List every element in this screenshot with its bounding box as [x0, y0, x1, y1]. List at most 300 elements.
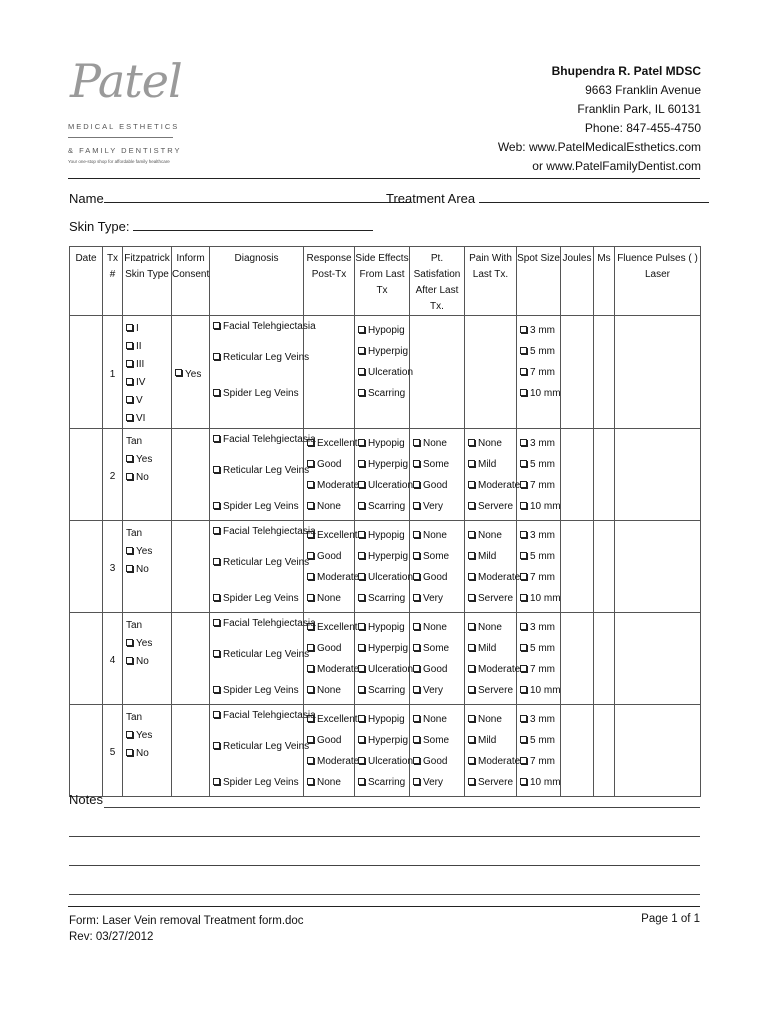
checkbox-icon[interactable] [413, 460, 420, 467]
spot-size-option[interactable] [520, 617, 560, 638]
checkbox-icon[interactable] [358, 736, 365, 743]
checkbox-icon[interactable] [358, 326, 365, 333]
checkbox-icon[interactable] [307, 623, 314, 630]
checkbox-icon[interactable] [126, 749, 133, 756]
ms-cell[interactable] [594, 521, 615, 613]
diagnosis-facial[interactable] [213, 709, 316, 723]
spot-size-option[interactable] [520, 709, 560, 730]
satisfaction-option[interactable] [413, 680, 464, 701]
checkbox-icon[interactable] [307, 573, 314, 580]
response-option[interactable] [307, 567, 360, 588]
checkbox-icon[interactable] [126, 639, 133, 646]
notes-line-4[interactable] [69, 880, 700, 895]
checkbox-icon[interactable] [126, 414, 133, 421]
checkbox-icon[interactable] [520, 573, 527, 580]
checkbox-icon[interactable] [520, 502, 527, 509]
checkbox-icon[interactable] [126, 378, 133, 385]
checkbox-icon[interactable] [307, 736, 314, 743]
checkbox-icon[interactable] [358, 481, 365, 488]
checkbox-icon[interactable] [413, 573, 420, 580]
checkbox-icon[interactable] [307, 778, 314, 785]
spot-size-option[interactable] [520, 433, 560, 454]
checkbox-icon[interactable] [468, 502, 475, 509]
checkbox-icon[interactable] [468, 644, 475, 651]
checkbox-icon[interactable] [358, 347, 365, 354]
option-label: Spider Leg Veins [223, 593, 299, 604]
date-cell[interactable] [70, 521, 103, 613]
response-option[interactable] [307, 496, 354, 517]
side-effect-option[interactable] [358, 709, 409, 730]
checkbox-icon[interactable] [468, 757, 475, 764]
notes-line-2[interactable] [69, 822, 700, 837]
side-effect-option[interactable] [358, 638, 409, 659]
satisfaction-option[interactable] [413, 525, 464, 546]
checkbox-icon[interactable] [468, 715, 475, 722]
satisfaction-option[interactable] [413, 751, 464, 772]
pain-option[interactable] [468, 617, 516, 638]
skin-type-option[interactable] [126, 374, 171, 392]
response-cell[interactable] [304, 316, 355, 429]
joules-cell[interactable] [561, 429, 594, 521]
skin-type-option[interactable] [126, 320, 171, 338]
pain-option[interactable] [468, 433, 516, 454]
checkbox-icon[interactable] [520, 460, 527, 467]
diagnosis-facial[interactable] [213, 617, 316, 631]
checkbox-icon[interactable] [468, 778, 475, 785]
checkbox-icon[interactable] [520, 368, 527, 375]
side-effect-option[interactable] [358, 617, 409, 638]
checkbox-icon[interactable] [468, 686, 475, 693]
checkbox-icon[interactable] [413, 665, 420, 672]
diagnosis-spider[interactable] [213, 684, 303, 698]
consent-cell[interactable] [172, 613, 210, 705]
checkbox-icon[interactable] [358, 623, 365, 630]
option-label: Very [423, 501, 444, 512]
joules-cell[interactable] [561, 705, 594, 797]
side-effect-option[interactable] [358, 751, 414, 772]
response-option[interactable] [307, 475, 360, 496]
checkbox-icon[interactable] [126, 396, 133, 403]
side-effect-option[interactable] [358, 525, 409, 546]
checkbox-icon[interactable] [358, 439, 365, 446]
ms-cell[interactable] [594, 316, 615, 429]
side-effect-option[interactable] [358, 730, 409, 751]
response-option[interactable] [307, 525, 358, 546]
fluence-cell[interactable] [615, 521, 701, 613]
response-option[interactable] [307, 709, 358, 730]
checkbox-icon[interactable] [126, 731, 133, 738]
response-option[interactable] [307, 546, 354, 567]
checkbox-icon[interactable] [358, 715, 365, 722]
checkbox-icon[interactable] [358, 686, 365, 693]
col-tx: Tx # [103, 247, 123, 316]
checkbox-icon[interactable] [413, 686, 420, 693]
practice-name: Bhupendra R. Patel MDSC [551, 64, 701, 78]
checkbox-icon[interactable] [468, 460, 475, 467]
notes-line-3[interactable] [69, 851, 700, 866]
checkbox-icon[interactable] [213, 435, 220, 442]
side-effect-option[interactable] [358, 659, 414, 680]
satisfaction-option[interactable] [413, 588, 464, 609]
checkbox-icon[interactable] [413, 531, 420, 538]
checkbox-icon[interactable] [213, 619, 220, 626]
satisfaction-option[interactable] [413, 475, 464, 496]
spot-size-option[interactable] [520, 362, 560, 383]
diagnosis-facial[interactable] [213, 525, 316, 539]
option-label: 10 mm [530, 501, 561, 512]
checkbox-icon[interactable] [520, 715, 527, 722]
checkbox-icon[interactable] [213, 650, 220, 657]
checkbox-icon[interactable] [213, 711, 220, 718]
tan-no[interactable] [126, 469, 171, 487]
diagnosis-reticular[interactable] [213, 648, 310, 662]
tan-yes[interactable] [126, 451, 171, 469]
footer-info [69, 913, 304, 945]
pain-option[interactable] [468, 475, 521, 496]
checkbox-icon[interactable] [520, 644, 527, 651]
checkbox-icon[interactable] [413, 439, 420, 446]
checkbox-icon[interactable] [126, 342, 133, 349]
spot-size-option[interactable] [520, 588, 560, 609]
option-label: None [478, 530, 502, 541]
spot-size-option[interactable] [520, 496, 560, 517]
col-fluence: Fluence Pulses ( ) Laser [615, 247, 701, 316]
side-effect-option[interactable] [358, 341, 409, 362]
satisfaction-cell[interactable] [410, 316, 465, 429]
option-label: Scarring [368, 388, 406, 399]
ms-cell[interactable] [594, 705, 615, 797]
pain-option[interactable] [468, 567, 521, 588]
tan-yes[interactable] [126, 543, 171, 561]
checkbox-icon[interactable] [126, 473, 133, 480]
response-option[interactable] [307, 751, 360, 772]
checkbox-icon[interactable] [358, 665, 365, 672]
checkbox-icon[interactable] [307, 502, 314, 509]
checkbox-icon[interactable] [413, 623, 420, 630]
checkbox-icon[interactable] [468, 439, 475, 446]
diagnosis-facial[interactable] [213, 433, 316, 447]
checkbox-icon[interactable] [520, 665, 527, 672]
ms-cell[interactable] [594, 429, 615, 521]
diagnosis-reticular[interactable] [213, 464, 310, 478]
checkbox-icon[interactable] [307, 531, 314, 538]
phone: Phone: 847-455-4750 [584, 121, 701, 135]
satisfaction-option[interactable] [413, 496, 464, 517]
checkbox-icon[interactable] [213, 502, 220, 509]
checkbox-icon[interactable] [213, 466, 220, 473]
checkbox-icon[interactable] [126, 657, 133, 664]
pain-option[interactable] [468, 496, 516, 517]
checkbox-icon[interactable] [307, 715, 314, 722]
checkbox-icon[interactable] [126, 455, 133, 462]
response-option[interactable] [307, 433, 358, 454]
checkbox-icon[interactable] [358, 368, 365, 375]
tan-no[interactable] [126, 561, 171, 579]
checkbox-icon[interactable] [213, 527, 220, 534]
checkbox-icon[interactable] [213, 558, 220, 565]
checkbox-icon[interactable] [358, 594, 365, 601]
checkbox-icon[interactable] [413, 552, 420, 559]
response-option[interactable] [307, 454, 354, 475]
consent-cell[interactable] [172, 705, 210, 797]
spot-size-option[interactable] [520, 546, 560, 567]
skin-type-option[interactable] [126, 392, 171, 410]
table-row [70, 613, 701, 705]
spot-size-option[interactable] [520, 525, 560, 546]
checkbox-icon[interactable] [413, 644, 420, 651]
satisfaction-option[interactable] [413, 709, 464, 730]
option-label: Ulceration [368, 664, 414, 675]
option-label: Reticular Leg Veins [223, 557, 310, 568]
pain-option[interactable] [468, 751, 521, 772]
option-label: Excellent [317, 530, 358, 541]
date-cell[interactable] [70, 429, 103, 521]
skin-type-field[interactable] [69, 218, 373, 234]
checkbox-icon[interactable] [126, 547, 133, 554]
response-option[interactable] [307, 680, 354, 701]
pain-option[interactable] [468, 772, 516, 793]
checkbox-icon[interactable] [358, 757, 365, 764]
tan-no[interactable] [126, 653, 171, 671]
consent-cell[interactable] [172, 429, 210, 521]
side-effect-option[interactable] [358, 383, 409, 404]
response-option[interactable] [307, 588, 354, 609]
side-effect-option[interactable] [358, 454, 409, 475]
checkbox-icon[interactable] [213, 686, 220, 693]
checkbox-icon[interactable] [468, 552, 475, 559]
checkbox-icon[interactable] [520, 623, 527, 630]
fluence-cell[interactable] [615, 316, 701, 429]
checkbox-icon[interactable] [413, 594, 420, 601]
checkbox-icon[interactable] [213, 778, 220, 785]
satisfaction-option[interactable] [413, 454, 464, 475]
checkbox-icon[interactable] [520, 686, 527, 693]
checkbox-icon[interactable] [413, 778, 420, 785]
fluence-cell[interactable] [615, 429, 701, 521]
option-label: Moderate [478, 664, 521, 675]
spot-size-cell [517, 316, 561, 429]
side-effect-option[interactable] [358, 546, 409, 567]
spot-size-option[interactable] [520, 383, 560, 404]
spot-size-option[interactable] [520, 730, 560, 751]
checkbox-icon[interactable] [213, 389, 220, 396]
tan-no[interactable] [126, 745, 171, 763]
pain-option[interactable] [468, 659, 521, 680]
side-effect-option[interactable] [358, 496, 409, 517]
side-effect-option[interactable] [358, 475, 414, 496]
checkbox-icon[interactable] [468, 531, 475, 538]
spot-size-option[interactable] [520, 659, 560, 680]
diagnosis-facial[interactable] [213, 320, 316, 334]
spot-size-option[interactable] [520, 454, 560, 475]
checkbox-icon[interactable] [413, 481, 420, 488]
satisfaction-option[interactable] [413, 546, 464, 567]
checkbox-icon[interactable] [468, 573, 475, 580]
checkbox-icon[interactable] [358, 502, 365, 509]
fluence-cell[interactable] [615, 705, 701, 797]
checkbox-icon[interactable] [307, 481, 314, 488]
spot-size-option[interactable] [520, 475, 560, 496]
pain-option[interactable] [468, 588, 516, 609]
checkbox-icon[interactable] [358, 389, 365, 396]
side-effects-cell [355, 429, 414, 521]
checkbox-icon[interactable] [213, 594, 220, 601]
option-label: 5 mm [530, 735, 555, 746]
spot-size-option[interactable] [520, 341, 560, 362]
checkbox-icon[interactable] [520, 439, 527, 446]
diagnosis-spider[interactable] [213, 500, 303, 514]
checkbox-icon[interactable] [520, 594, 527, 601]
date-cell[interactable] [70, 316, 103, 429]
spot-size-option[interactable] [520, 772, 560, 793]
skin-type-option[interactable] [126, 410, 171, 428]
ms-cell[interactable] [594, 613, 615, 705]
diagnosis-reticular[interactable] [213, 351, 310, 365]
name-blank[interactable] [104, 190, 410, 203]
side-effect-option[interactable] [358, 320, 409, 341]
checkbox-icon[interactable] [307, 439, 314, 446]
name-field[interactable] [69, 190, 410, 206]
checkbox-icon[interactable] [413, 502, 420, 509]
joules-cell[interactable] [561, 613, 594, 705]
spot-size-option[interactable] [520, 638, 560, 659]
pain-option[interactable] [468, 638, 516, 659]
checkbox-icon[interactable] [520, 389, 527, 396]
option-label: Scarring [368, 685, 406, 696]
satisfaction-option[interactable] [413, 730, 464, 751]
fluence-cell[interactable] [615, 613, 701, 705]
date-cell[interactable] [70, 613, 103, 705]
checkbox-icon[interactable] [520, 757, 527, 764]
checkbox-icon[interactable] [307, 757, 314, 764]
joules-cell[interactable] [561, 316, 594, 429]
pain-option[interactable] [468, 680, 516, 701]
checkbox-icon[interactable] [307, 594, 314, 601]
checkbox-icon[interactable] [307, 460, 314, 467]
checkbox-icon[interactable] [358, 552, 365, 559]
notes-line-1[interactable] [104, 793, 700, 808]
checkbox-icon[interactable] [307, 686, 314, 693]
option-label: Hyperpig [368, 346, 409, 357]
option-label: Mild [478, 735, 497, 746]
checkbox-icon[interactable] [468, 736, 475, 743]
diagnosis-reticular[interactable] [213, 556, 310, 570]
table-row [70, 521, 701, 613]
tan-yes[interactable] [126, 727, 171, 745]
checkbox-icon[interactable] [520, 778, 527, 785]
treatment-area-blank[interactable] [479, 190, 709, 203]
checkbox-icon[interactable] [520, 531, 527, 538]
checkbox-icon[interactable] [307, 665, 314, 672]
treatment-area-field[interactable] [386, 190, 709, 206]
pain-option[interactable] [468, 709, 516, 730]
response-option[interactable] [307, 730, 354, 751]
checkbox-icon[interactable] [520, 326, 527, 333]
checkbox-icon[interactable] [126, 565, 133, 572]
side-effect-option[interactable] [358, 772, 409, 793]
consent-cell[interactable] [172, 521, 210, 613]
checkbox-icon[interactable] [520, 347, 527, 354]
option-label: II [136, 341, 142, 352]
checkbox-icon[interactable] [468, 665, 475, 672]
checkbox-icon[interactable] [413, 736, 420, 743]
skin-type-blank[interactable] [133, 218, 373, 231]
checkbox-icon[interactable] [520, 552, 527, 559]
checkbox-icon[interactable] [358, 573, 365, 580]
checkbox-icon[interactable] [126, 360, 133, 367]
checkbox-icon[interactable] [520, 481, 527, 488]
satisfaction-option[interactable] [413, 617, 464, 638]
diagnosis-spider[interactable] [213, 776, 303, 790]
skin-type-option[interactable] [126, 338, 171, 356]
pain-option[interactable] [468, 454, 516, 475]
spot-size-option[interactable] [520, 320, 560, 341]
spot-size-option[interactable] [520, 567, 560, 588]
side-effect-option[interactable] [358, 588, 409, 609]
checkbox-icon[interactable] [413, 715, 420, 722]
date-cell[interactable] [70, 705, 103, 797]
spot-size-option[interactable] [520, 680, 560, 701]
response-option[interactable] [307, 772, 354, 793]
pain-option[interactable] [468, 546, 516, 567]
option-label: 7 mm [530, 664, 555, 675]
diagnosis-spider[interactable] [213, 387, 303, 401]
checkbox-icon[interactable] [468, 623, 475, 630]
pain-cell[interactable] [465, 316, 517, 429]
pain-option[interactable] [468, 730, 516, 751]
joules-cell[interactable] [561, 521, 594, 613]
consent-yes[interactable] [175, 364, 209, 385]
satisfaction-option[interactable] [413, 772, 464, 793]
checkbox-icon[interactable] [413, 757, 420, 764]
checkbox-icon[interactable] [213, 353, 220, 360]
response-option[interactable] [307, 659, 360, 680]
pain-option[interactable] [468, 525, 516, 546]
spot-size-option[interactable] [520, 751, 560, 772]
checkbox-icon[interactable] [358, 644, 365, 651]
satisfaction-option[interactable] [413, 659, 464, 680]
satisfaction-option[interactable] [413, 567, 464, 588]
tan-yes[interactable] [126, 635, 171, 653]
diagnosis-reticular[interactable] [213, 740, 310, 754]
option-label: No [136, 564, 149, 575]
side-effect-option[interactable] [358, 567, 414, 588]
checkbox-icon[interactable] [175, 369, 182, 376]
checkbox-icon[interactable] [307, 644, 314, 651]
side-effect-option[interactable] [358, 680, 409, 701]
side-effect-option[interactable] [358, 433, 409, 454]
side-effect-option[interactable] [358, 362, 414, 383]
checkbox-icon[interactable] [126, 324, 133, 331]
satisfaction-option[interactable] [413, 638, 464, 659]
checkbox-icon[interactable] [520, 736, 527, 743]
response-option[interactable] [307, 617, 358, 638]
diagnosis-spider[interactable] [213, 592, 303, 606]
option-label: Moderate [478, 756, 521, 767]
satisfaction-option[interactable] [413, 433, 464, 454]
checkbox-icon[interactable] [213, 742, 220, 749]
checkbox-icon[interactable] [358, 531, 365, 538]
checkbox-icon[interactable] [358, 778, 365, 785]
response-option[interactable] [307, 638, 354, 659]
checkbox-icon[interactable] [468, 481, 475, 488]
checkbox-icon[interactable] [307, 552, 314, 559]
checkbox-icon[interactable] [213, 322, 220, 329]
skin-type-option[interactable] [126, 356, 171, 374]
response-cell [304, 429, 360, 521]
checkbox-icon[interactable] [358, 460, 365, 467]
checkbox-icon[interactable] [468, 594, 475, 601]
